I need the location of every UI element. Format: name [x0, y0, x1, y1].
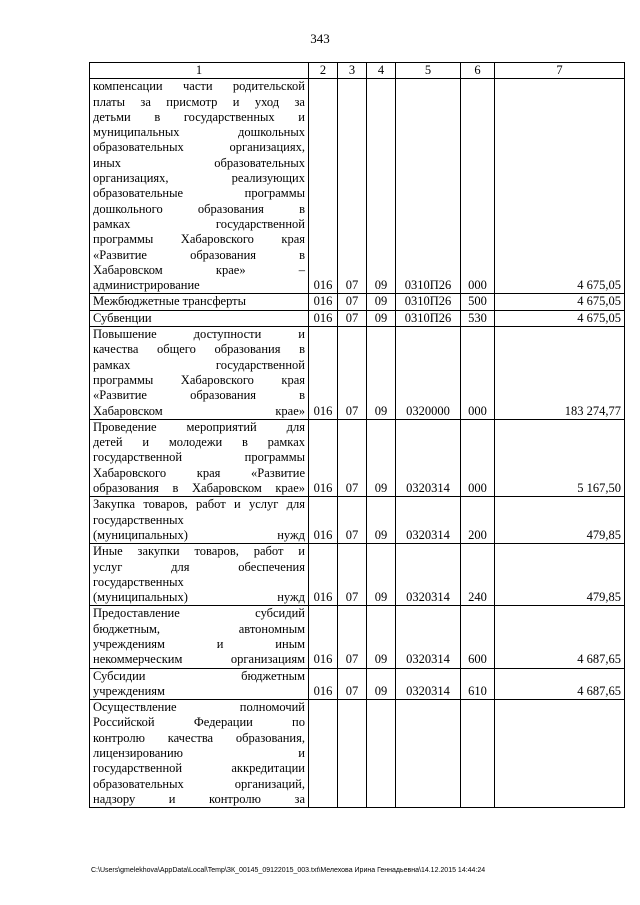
row-cell-c3: 07	[338, 668, 367, 700]
table-row	[90, 79, 625, 294]
row-cell-c4: 09	[367, 668, 396, 700]
row-cell-c5: 0320314	[396, 497, 461, 544]
row-name: Повышение доступности и качества общего образования в рамках государственной программы Хабаровского края «Развитие образования в Хабаровском крае»	[90, 327, 309, 420]
row-name: Субвенции	[90, 310, 309, 326]
row-cell-c2: 016	[309, 310, 338, 326]
row-cell-c4: 09	[367, 497, 396, 544]
row-cell-c6: 610	[461, 668, 495, 700]
table-row	[90, 668, 625, 700]
table-row	[90, 497, 625, 544]
row-cell-c6: 240	[461, 544, 495, 606]
row-cell-c2: 016	[309, 327, 338, 420]
row-cell-c4: 09	[367, 310, 396, 326]
row-name: Межбюджетные трансферты	[90, 294, 309, 310]
row-cell-c7: 479,85	[495, 497, 625, 544]
table-row	[90, 700, 625, 808]
row-cell-c3: 07	[338, 497, 367, 544]
row-cell-c7: 4 675,05	[495, 294, 625, 310]
row-cell-c3: 07	[338, 544, 367, 606]
row-name: компенсации части родительской платы за присмотр и уход за детьми в государственных и муниципальных дошкольных образовательных организациях, иных образовательных организациях, реализующих образовательные программы дошкольного образования в рамках государственной программы Хабаровского края «Развитие образования в Хабаровском крае» – администрирование	[90, 79, 309, 294]
table-row	[90, 294, 625, 310]
row-cell-c5: 0320314	[396, 668, 461, 700]
row-cell-c7	[495, 700, 625, 808]
row-name: Иные закупки товаров, работ и услуг для обеспечения государственных (муниципальных) нужд	[90, 544, 309, 606]
row-cell-c7: 5 167,50	[495, 419, 625, 496]
header-cell: 6	[461, 63, 495, 79]
row-name: Предоставление субсидий бюджетным, автономным учреждениям и иным некоммерческим организациям	[90, 606, 309, 668]
row-cell-c2: 016	[309, 544, 338, 606]
table-body	[90, 79, 625, 808]
row-cell-c3: 07	[338, 606, 367, 668]
table-header-row	[90, 63, 625, 79]
table-row	[90, 419, 625, 496]
row-cell-c3: 07	[338, 310, 367, 326]
row-cell-c6: 000	[461, 419, 495, 496]
header-cell: 4	[367, 63, 396, 79]
row-cell-c2	[309, 700, 338, 808]
row-cell-c2: 016	[309, 497, 338, 544]
row-cell-c2: 016	[309, 79, 338, 294]
row-cell-c4	[367, 700, 396, 808]
row-cell-c5: 0310П26	[396, 310, 461, 326]
row-cell-c6: 500	[461, 294, 495, 310]
row-cell-c2: 016	[309, 419, 338, 496]
row-cell-c7: 183 274,77	[495, 327, 625, 420]
row-cell-c7: 4 675,05	[495, 310, 625, 326]
row-cell-c7: 4 687,65	[495, 668, 625, 700]
row-cell-c7: 4 675,05	[495, 79, 625, 294]
row-cell-c4: 09	[367, 606, 396, 668]
row-cell-c5: 0320000	[396, 327, 461, 420]
row-cell-c5: 0310П26	[396, 294, 461, 310]
footer-file-path: C:\Users\gmelekhova\AppData\Local\Temp\ЗК_00145_09122015_003.txt\Мелехова Ирина Геннадьевна\14.12.2015 14:44:24	[91, 867, 486, 874]
row-cell-c3: 07	[338, 294, 367, 310]
row-cell-c2: 016	[309, 294, 338, 310]
row-cell-c5	[396, 700, 461, 808]
row-cell-c3: 07	[338, 79, 367, 294]
row-cell-c3: 07	[338, 327, 367, 420]
row-cell-c7: 479,85	[495, 544, 625, 606]
row-cell-c4: 09	[367, 544, 396, 606]
row-cell-c6	[461, 700, 495, 808]
table-row	[90, 606, 625, 668]
row-cell-c5: 0310П26	[396, 79, 461, 294]
row-cell-c4: 09	[367, 294, 396, 310]
header-cell: 2	[309, 63, 338, 79]
row-cell-c3	[338, 700, 367, 808]
table-row	[90, 327, 625, 420]
budget-table	[89, 62, 625, 808]
row-name: Осуществление полномочий Российской Федерации по контролю качества образования, лицензированию и государственной аккредитации образовательных организаций, надзору и контролю за	[90, 700, 309, 808]
row-cell-c2: 016	[309, 668, 338, 700]
row-cell-c2: 016	[309, 606, 338, 668]
row-cell-c6: 200	[461, 497, 495, 544]
row-cell-c6: 000	[461, 79, 495, 294]
row-cell-c4: 09	[367, 419, 396, 496]
row-name: Закупка товаров, работ и услуг для государственных (муниципальных) нужд	[90, 497, 309, 544]
header-cell: 3	[338, 63, 367, 79]
row-cell-c6: 000	[461, 327, 495, 420]
table-row	[90, 544, 625, 606]
row-name: Субсидии бюджетным учреждениям	[90, 668, 309, 700]
header-cell: 7	[495, 63, 625, 79]
row-cell-c6: 530	[461, 310, 495, 326]
row-name: Проведение мероприятий для детей и молодежи в рамках государственной программы Хабаровского края «Развитие образования в Хабаровском крае»	[90, 419, 309, 496]
page-number: 343	[310, 31, 330, 46]
header-cell: 5	[396, 63, 461, 79]
row-cell-c7: 4 687,65	[495, 606, 625, 668]
header-cell: 1	[90, 63, 309, 79]
row-cell-c3: 07	[338, 419, 367, 496]
row-cell-c6: 600	[461, 606, 495, 668]
table-row	[90, 310, 625, 326]
row-cell-c4: 09	[367, 79, 396, 294]
row-cell-c5: 0320314	[396, 419, 461, 496]
row-cell-c5: 0320314	[396, 544, 461, 606]
row-cell-c5: 0320314	[396, 606, 461, 668]
row-cell-c4: 09	[367, 327, 396, 420]
